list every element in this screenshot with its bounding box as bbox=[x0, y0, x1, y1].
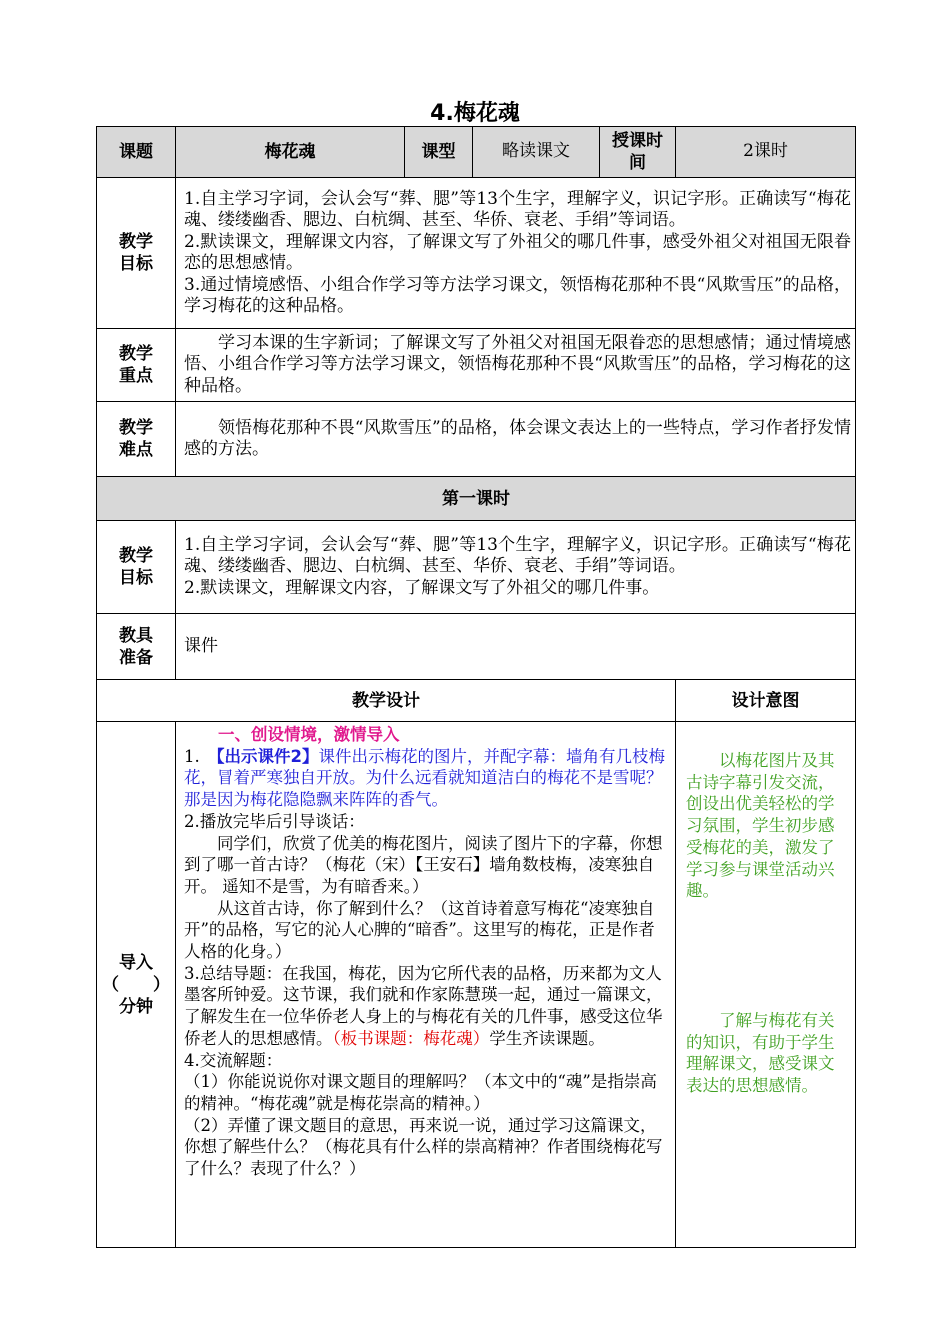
objective-line: 2.默读课文，理解课文内容，了解课文写了外祖父的哪几件事。 bbox=[184, 577, 660, 598]
design-content bbox=[176, 722, 676, 1248]
stage-label-line: （ ） bbox=[102, 974, 170, 995]
lesson-heading: 第一课时 bbox=[97, 477, 856, 521]
stage-label-line: 导入 bbox=[119, 952, 153, 973]
type-value: 略读课文 bbox=[473, 127, 600, 178]
intent-paragraph: 以梅花图片及其古诗字幕引发交流，创设出优美轻松的学习氛围，学生初步感受梅花的美，激发了学习参与课堂活动兴趣。 bbox=[686, 751, 835, 901]
objective-line: 1.自主学习字词，会认会写“葬、腮”等13个生字，理解字义，识记字形。正确读写“梅花魂、缕缕幽香、腮边、白杭绸、甚至、华侨、衰老、手绢”等词语。 bbox=[184, 188, 851, 230]
stage-label bbox=[97, 722, 176, 1248]
step-2-paragraph: 同学们，欣赏了优美的梅花图片，阅读了图片下的字幕，你想到了哪一首古诗？（梅花（宋）【王安石】墙角数枝梅，凌寒独自开。 遥知不是雪，为有暗香来。） bbox=[184, 833, 663, 896]
objectives-label: 教学目标 bbox=[97, 178, 176, 329]
lesson-heading-row bbox=[97, 477, 856, 521]
objectives-row bbox=[97, 178, 856, 329]
difficulties-content: 领悟梅花那种不畏“风欺雪压”的品格，体会课文表达上的一些特点，学习作者抒发情感的方法。 bbox=[176, 402, 856, 477]
difficulties-row bbox=[97, 402, 856, 477]
tools-value: 课件 bbox=[176, 614, 856, 680]
time-value: 2课时 bbox=[676, 127, 856, 178]
topic-value: 梅花魂 bbox=[176, 127, 405, 178]
lesson-objectives-label: 教学目标 bbox=[97, 521, 176, 614]
difficulties-label: 教学难点 bbox=[97, 402, 176, 477]
design-content-row bbox=[97, 722, 856, 1248]
step-2-head: 2.播放完毕后引导谈话： bbox=[184, 811, 365, 831]
topic-label: 课题 bbox=[97, 127, 176, 178]
step-1-text: 课件出示梅花的图片，并配字幕：墙角有几枝梅花，冒着严寒独自开放。为什么远看就知道洁白的梅花不是雪呢？那是因为梅花隐隐飘来阵阵的香气。 bbox=[184, 746, 665, 810]
step-4-question: （2）弄懂了课文题目的意思，再来说一说，通过学习这篇课文，你想了解些什么？（梅花具有什么样的崇高精神？作者围绕梅花写了什么？表现了什么？） bbox=[184, 1115, 663, 1179]
lesson-plan-table bbox=[96, 126, 856, 1248]
step-3: 3.总结导题：在我国，梅花，因为它所代表的品格，历来都为文人墨客所钟爱。这节课，我们就和作家陈慧瑛一起，通过一篇课文，了解发生在一位华侨老人身上的与梅花有关的几件事，感受这位华侨老人的思想感情。（板书课题：梅花魂）学生齐读课题。 bbox=[184, 963, 663, 1048]
key-points-row bbox=[97, 329, 856, 402]
board-title: （板书课题：梅花魂） bbox=[332, 1028, 490, 1048]
intent-header: 设计意图 bbox=[676, 680, 856, 722]
key-points-label: 教学重点 bbox=[97, 329, 176, 402]
time-label: 授课时间 bbox=[600, 127, 676, 178]
objective-line: 2.默读课文，理解课文内容，了解课文写了外祖父的哪几件事，感受外祖父对祖国无限眷恋的思想感情。 bbox=[184, 231, 851, 273]
courseware-tag: 【出示课件2】 bbox=[216, 746, 319, 766]
stage-label-line: 分钟 bbox=[119, 996, 153, 1017]
page-title: 4.梅花魂 bbox=[430, 101, 520, 126]
header-row bbox=[97, 127, 856, 178]
type-label: 课型 bbox=[405, 127, 473, 178]
tools-row bbox=[97, 614, 856, 680]
step-4-head: 4.交流解题： bbox=[184, 1050, 283, 1070]
design-header: 教学设计 bbox=[97, 680, 676, 722]
objective-line: 1.自主学习字词，会认会写“葬、腮”等13个生字，理解字义，识记字形。正确读写“梅花魂、缕缕幽香、腮边、白杭绸、甚至、华侨、衰老、手绢”等词语。 bbox=[184, 534, 851, 577]
intent-content bbox=[676, 722, 856, 1248]
lesson-objectives-row bbox=[97, 521, 856, 614]
key-points-content: 学习本课的生字新词；了解课文写了外祖父对祖国无限眷恋的思想感情；通过情境感悟、小组合作学习等方法学习课文，领悟梅花那种不畏“风欺雪压”的品格，学习梅花的这种品格。 bbox=[176, 329, 856, 402]
design-header-row bbox=[97, 680, 856, 722]
intent-paragraph: 了解与梅花有关的知识，有助于学生理解课文，感受课文表达的思想感情。 bbox=[686, 1010, 835, 1096]
lesson-objectives-content bbox=[176, 521, 856, 614]
step-1: 1. 【出示课件2】课件出示梅花的图片，并配字幕：墙角有几枝梅花，冒着严寒独自开放。为什么远看就知道洁白的梅花不是雪呢？那是因为梅花隐隐飘来阵阵的香气。 bbox=[184, 746, 665, 810]
objective-line: 3.通过情境感悟、小组合作学习等方法学习课文，领悟梅花那种不畏“风欺雪压”的品格，学习梅花的这种品格。 bbox=[184, 274, 851, 316]
section-title: 一、创设情境，激情导入 bbox=[218, 725, 400, 744]
step-2-paragraph: 从这首古诗，你了解到什么？（这首诗着意写梅花“凌寒独自开”的品格，写它的沁人心脾的“暗香”。这里写的梅花，正是作者人格的化身。） bbox=[184, 898, 655, 962]
objectives-content bbox=[176, 178, 856, 329]
tools-label: 教具准备 bbox=[97, 614, 176, 680]
step-4-question: （1）你能说说你对课文题目的理解吗？（本文中的“魂”是指崇高的精神。“梅花魂”就是梅花崇高的精神。） bbox=[184, 1072, 657, 1113]
